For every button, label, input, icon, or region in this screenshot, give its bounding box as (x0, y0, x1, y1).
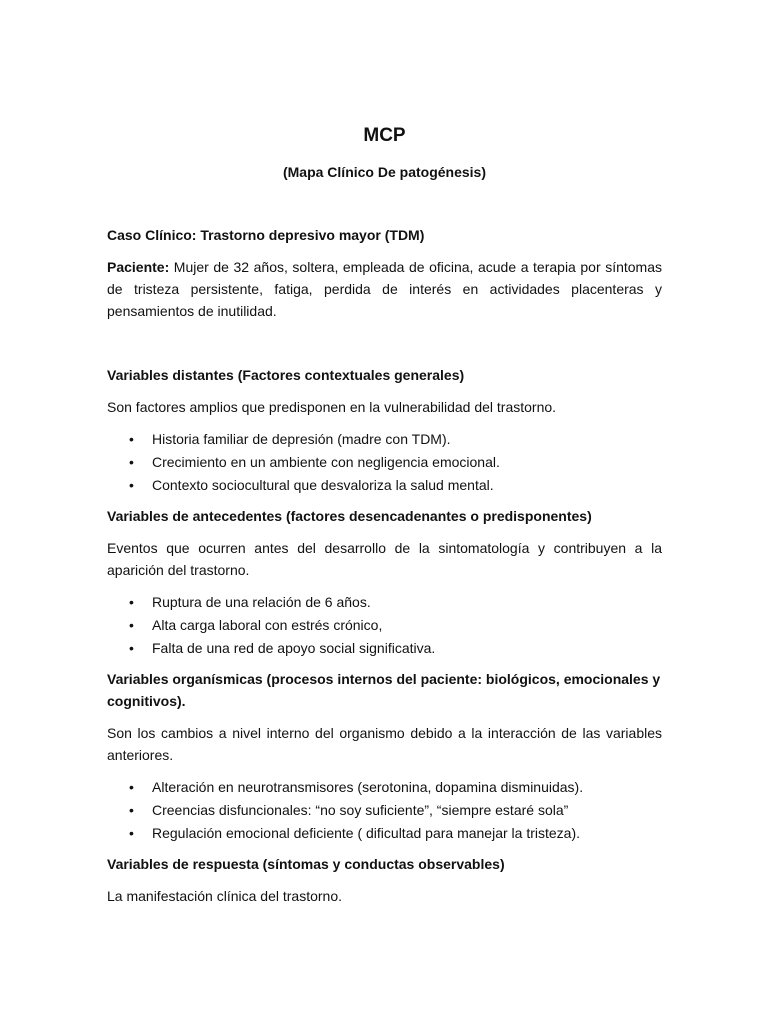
list-item-text: Contexto sociocultural que desvaloriza la salud mental. (152, 477, 494, 493)
section-title-respuesta: Variables de respuesta (síntomas y conductas observables) (107, 856, 505, 872)
bullet-icon: • (129, 779, 134, 795)
list-item-text: Regulación emocional deficiente ( dificultad para manejar la tristeza). (152, 825, 580, 841)
list-item-text: Falta de una red de apoyo social significativa. (152, 640, 436, 656)
list-item-text: Alteración en neurotransmisores (serotonina, dopamina disminuidas). (152, 779, 584, 795)
bullet-icon: • (129, 431, 134, 447)
list-item (107, 614, 662, 637)
section-description-respuesta: La manifestación clínica del trastorno. (107, 888, 343, 904)
section-description-distantes: Son factores amplios que predisponen en la vulnerabilidad del trastorno. (107, 399, 557, 415)
bullet-icon: • (129, 640, 134, 656)
patient-text: Mujer de 32 años, soltera, empleada de oficina, acude a terapia por síntomas de tristeza persistente, fatiga, perdida de interés en actividades placenteras y pensamientos de inutilidad. (107, 259, 662, 319)
section-list-organismicas (107, 776, 662, 845)
list-item (107, 776, 662, 799)
list-item-text: Creencias disfuncionales: “no soy suficiente”, “siempre estaré sola” (152, 802, 569, 818)
list-item (107, 451, 662, 474)
list-item (107, 637, 662, 660)
bullet-icon: • (129, 825, 134, 841)
list-item (107, 474, 662, 497)
list-item-text: Alta carga laboral con estrés crónico, (152, 617, 383, 633)
patient-paragraph (107, 256, 662, 322)
list-item-text: Historia familiar de depresión (madre con TDM). (152, 431, 451, 447)
section-description-antecedentes: Eventos que ocurren antes del desarrollo de la sintomatología y contribuyen a la aparición del trastorno. (107, 540, 662, 578)
section-description-organismicas: Son los cambios a nivel interno del organismo debido a la interacción de las variables anteriores. (107, 725, 662, 763)
section-list-antecedentes (107, 591, 662, 660)
bullet-icon: • (129, 802, 134, 818)
document-title: MCP (363, 125, 406, 146)
section-title-organismicas: Variables organísmicas (procesos internos del paciente: biológicos, emocionales y cognitivos). (107, 671, 661, 709)
bullet-icon: • (129, 594, 134, 610)
list-item (107, 799, 662, 822)
bullet-icon: • (129, 477, 134, 493)
section-title-antecedentes: Variables de antecedentes (factores desencadenantes o predisponentes) (107, 508, 592, 524)
case-title: Caso Clínico: Trastorno depresivo mayor (TDM) (107, 227, 425, 243)
section-title-distantes: Variables distantes (Factores contextuales generales) (107, 367, 465, 383)
section-list-distantes (107, 428, 662, 497)
patient-label: Paciente: (107, 259, 170, 275)
document-subtitle: (Mapa Clínico De patogénesis) (282, 164, 487, 180)
list-item (107, 591, 662, 614)
list-item (107, 822, 662, 845)
bullet-icon: • (129, 617, 134, 633)
bullet-icon: • (129, 454, 134, 470)
list-item-text: Crecimiento en un ambiente con negligencia emocional. (152, 454, 500, 470)
list-item-text: Ruptura de una relación de 6 años. (152, 594, 371, 610)
list-item (107, 428, 662, 451)
